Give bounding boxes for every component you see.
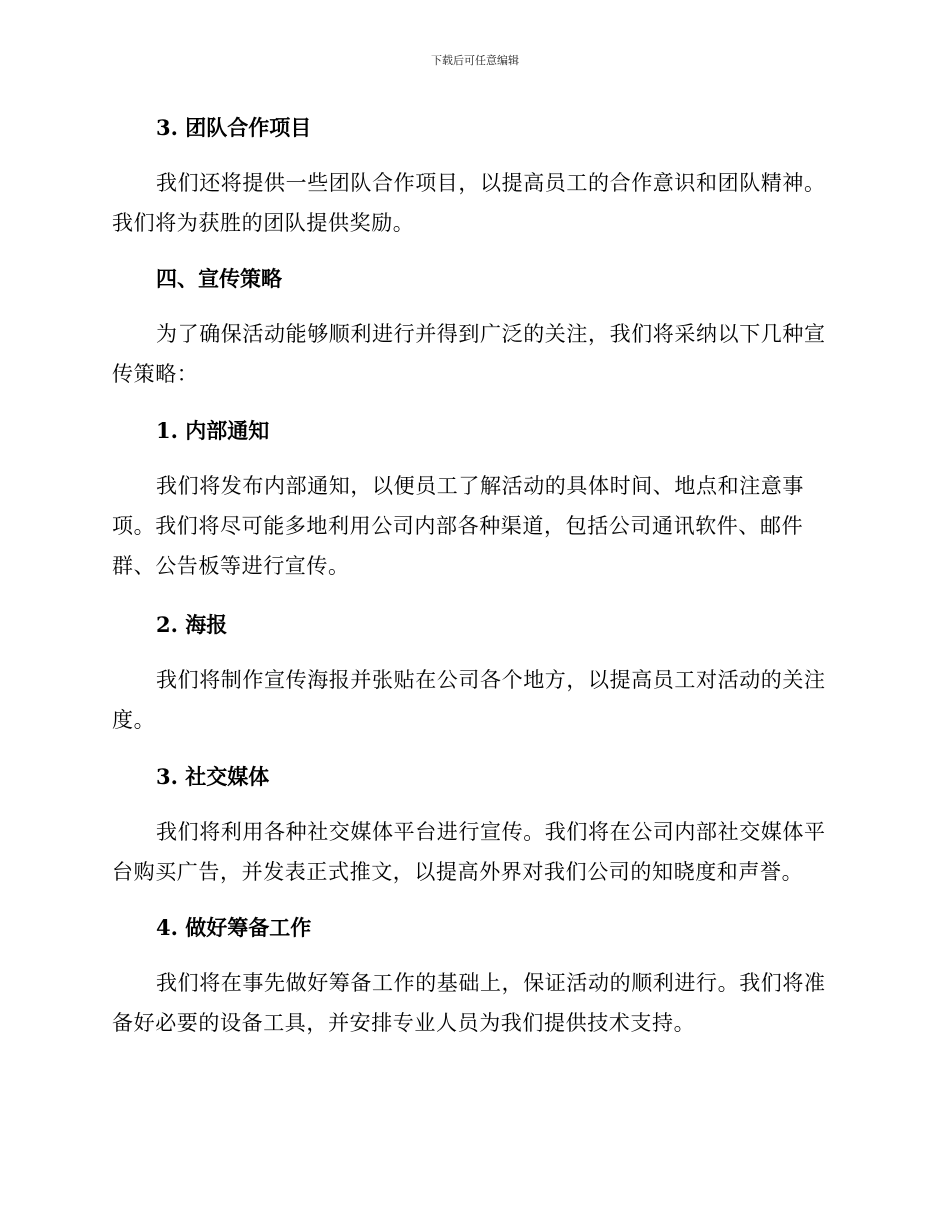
section-heading: 3. 社交媒体	[156, 764, 270, 789]
body-paragraph: 我们将发布内部通知，以便员工了解活动的具体时间、地点和注意事项。我们将尽可能多地利用公司内部各种渠道，包括公司通讯软件、邮件群、公告板等进行宣传。	[112, 474, 804, 578]
section-heading: 2. 海报	[156, 612, 228, 637]
body-paragraph: 我们将利用各种社交媒体平台进行宣传。我们将在公司内部社交媒体平台购买广告，并发表正式推文，以提高外界对我们公司的知晓度和声誉。	[112, 820, 826, 884]
header-note: 下载后可任意编辑	[431, 54, 519, 67]
body-paragraph: 我们将制作宣传海报并张贴在公司各个地方，以提高员工对活动的关注度。	[112, 668, 826, 732]
section-heading: 3. 团队合作项目	[156, 115, 312, 140]
body-paragraph: 我们将在事先做好筹备工作的基础上，保证活动的顺利进行。我们将准备好必要的设备工具，并安排专业人员为我们提供技术支持。	[112, 971, 826, 1035]
section-heading: 1. 内部通知	[156, 418, 270, 443]
body-paragraph: 为了确保活动能够顺利进行并得到广泛的关注，我们将采纳以下几种宣传策略：	[112, 322, 826, 386]
body-paragraph: 我们还将提供一些团队合作项目，以提高员工的合作意识和团队精神。我们将为获胜的团队提供奖励。	[112, 171, 826, 235]
section-heading: 4. 做好筹备工作	[156, 915, 312, 940]
section-heading: 四、宣传策略	[156, 266, 282, 291]
